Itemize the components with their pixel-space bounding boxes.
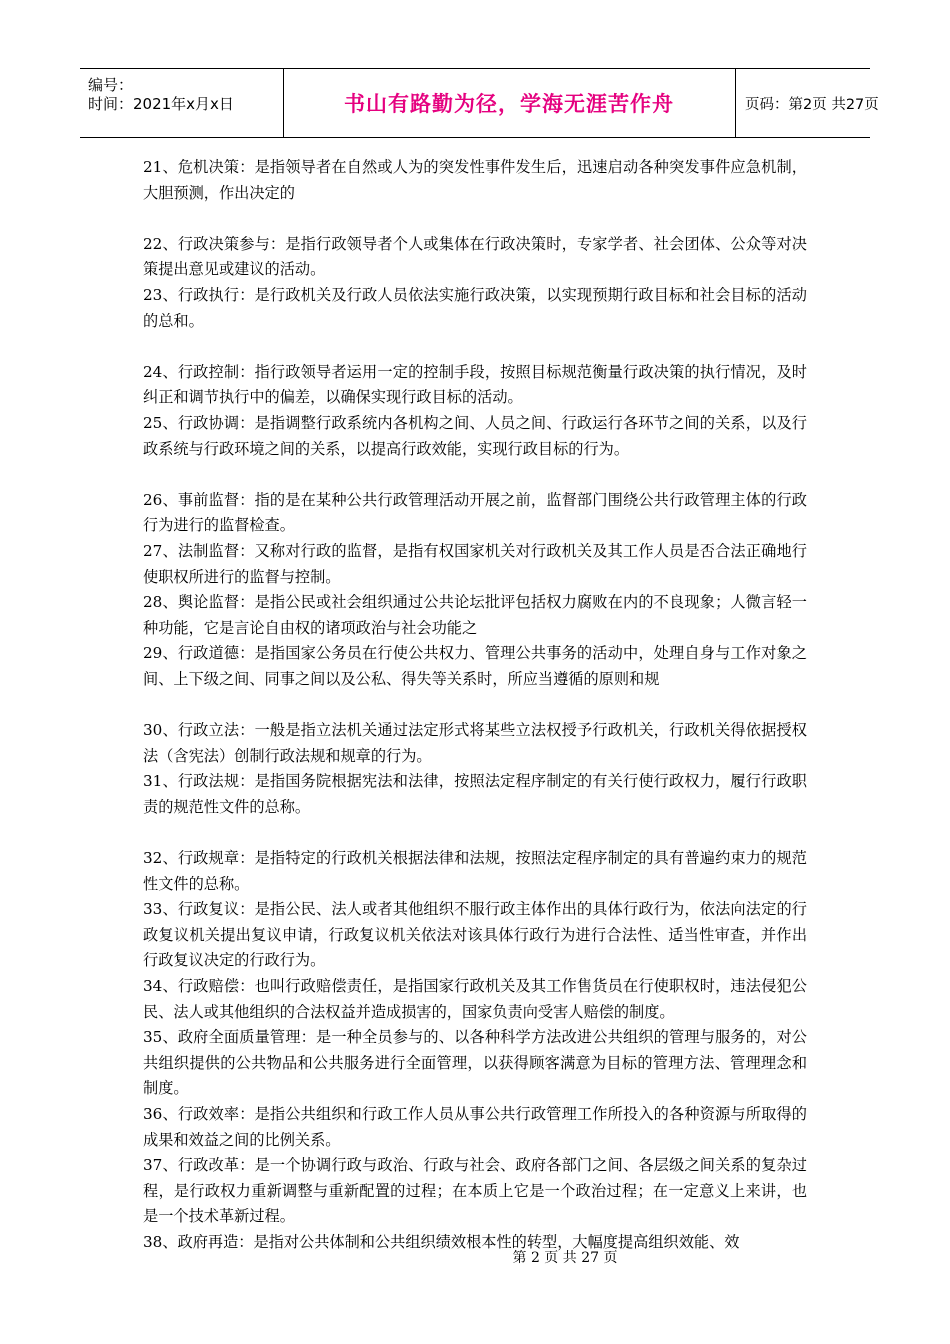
glossary-entry-37: 37、行政改革：是一个协调行政与政治、行政与社会、政府各部门之间、各层级之间关系的复杂过程，是行政权力重新调整与重新配置的过程；在本质上它是一个政治过程；在一定意义上来讲，也是一个技术革新过程。 (143, 1156, 807, 1226)
glossary-entry-35: 35、政府全面质量管理：是一种全员参与的、以各种科学方法改进公共组织的管理与服务的，对公共组织提供的公共物品和公共服务进行全面管理，以获得顾客满意为目标的管理方法、管理理念和制度。 (143, 1028, 807, 1098)
glossary-content (143, 155, 807, 1256)
glossary-entry-25: 25、行政协调：是指调整行政系统内各机构之间、人员之间、行政运行各环节之间的关系，以及行政系统与行政环境之间的关系，以提高行政效能，实现行政目标的行为。 (143, 413, 807, 458)
header-info-cell (80, 69, 284, 137)
header-motto-cell (283, 69, 736, 137)
glossary-entry-27: 27、法制监督：又称对行政的监督，是指有权国家机关对行政机关及其工作人员是否合法正确地行使职权所进行的监督与控制。 (143, 541, 807, 586)
header-motto: 书山有路勤为径，学海无涯苦作舟 (344, 92, 674, 116)
glossary-entry-24: 24、行政控制：指行政领导者运用一定的控制手段，按照目标规范衡量行政决策的执行情况，及时纠正和调节执行中的偏差，以确保实现行政目标的活动。 (143, 362, 807, 407)
glossary-entry-33: 33、行政复议：是指公民、法人或者其他组织不服行政主体作出的具体行政行为，依法向法定的行政复议机关提出复议申请，行政复议机关依法对该具体行政行为进行合法性、适当性审查，并作出行政复议决定的行政行为。 (143, 900, 807, 970)
header-page-cell (735, 69, 879, 137)
glossary-entry-23: 23、行政执行：是行政机关及行政人员依法实施行政决策，以实现预期行政目标和社会目标的活动的总和。 (143, 285, 807, 330)
glossary-entry-30: 30、行政立法：一般是指立法机关通过法定形式将某些立法权授予行政机关，行政机关得依据授权法（含宪法）创制行政法规和规章的行为。 (143, 721, 807, 765)
glossary-entry-32: 32、行政规章：是指特定的行政机关根据法律和法规，按照法定程序制定的具有普遍约束力的规范性文件的总称。 (143, 849, 807, 893)
glossary-entry-29: 29、行政道德：是指国家公务员在行使公共权力、管理公共事务的活动中，处理自身与工作对象之间、上下级之间、同事之间以及公私、得失等关系时，所应当遵循的原则和规 (143, 644, 807, 688)
glossary-entry-22: 22、行政决策参与：是指行政领导者个人或集体在行政决策时，专家学者、社会团体、公众等对决策提出意见或建议的活动。 (143, 234, 807, 279)
glossary-entry-38: 38、政府再造：是指对公共体制和公共组织绩效根本性的转型，大幅度提高组织效能、效 (143, 1232, 740, 1251)
date-label: 时间：2021年x月x日 (88, 95, 234, 113)
glossary-entry-36: 36、行政效率：是指公共组织和行政工作人员从事公共行政管理工作所投入的各种资源与所取得的成果和效益之间的比例关系。 (143, 1104, 807, 1149)
serial-number-label: 编号： (88, 76, 134, 94)
glossary-entry-34: 34、行政赔偿：也叫行政赔偿责任，是指国家行政机关及其工作售货员在行使职权时，违法侵犯公民、法人或其他组织的合法权益并造成损害的，国家负责向受害人赔偿的制度。 (143, 977, 807, 1021)
glossary-entry-21: 21、危机决策：是指领导者在自然或人为的突发性事件发生后，迅速启动各种突发事件应急机制，大胆预测，作出决定的 (143, 158, 807, 202)
glossary-entry-26: 26、事前监督：指的是在某种公共行政管理活动开展之前，监督部门围绕公共行政管理主体的行政行为进行的监督检查。 (143, 490, 807, 535)
page-footer: 第 2 页 共 27 页 (512, 1250, 618, 1266)
glossary-entry-28: 28、舆论监督：是指公民或社会组织通过公共论坛批评包括权力腐败在内的不良现象；人微言轻一种功能，它是言论自由权的诸项政治与社会功能之 (143, 593, 807, 637)
glossary-entry-31: 31、行政法规：是指国务院根据宪法和法律，按照法定程序制定的有关行使行政权力，履行行政职责的规范性文件的总称。 (143, 772, 807, 816)
header-page-code: 页码：第2页 共27页 (745, 96, 879, 113)
document-header (80, 68, 879, 138)
